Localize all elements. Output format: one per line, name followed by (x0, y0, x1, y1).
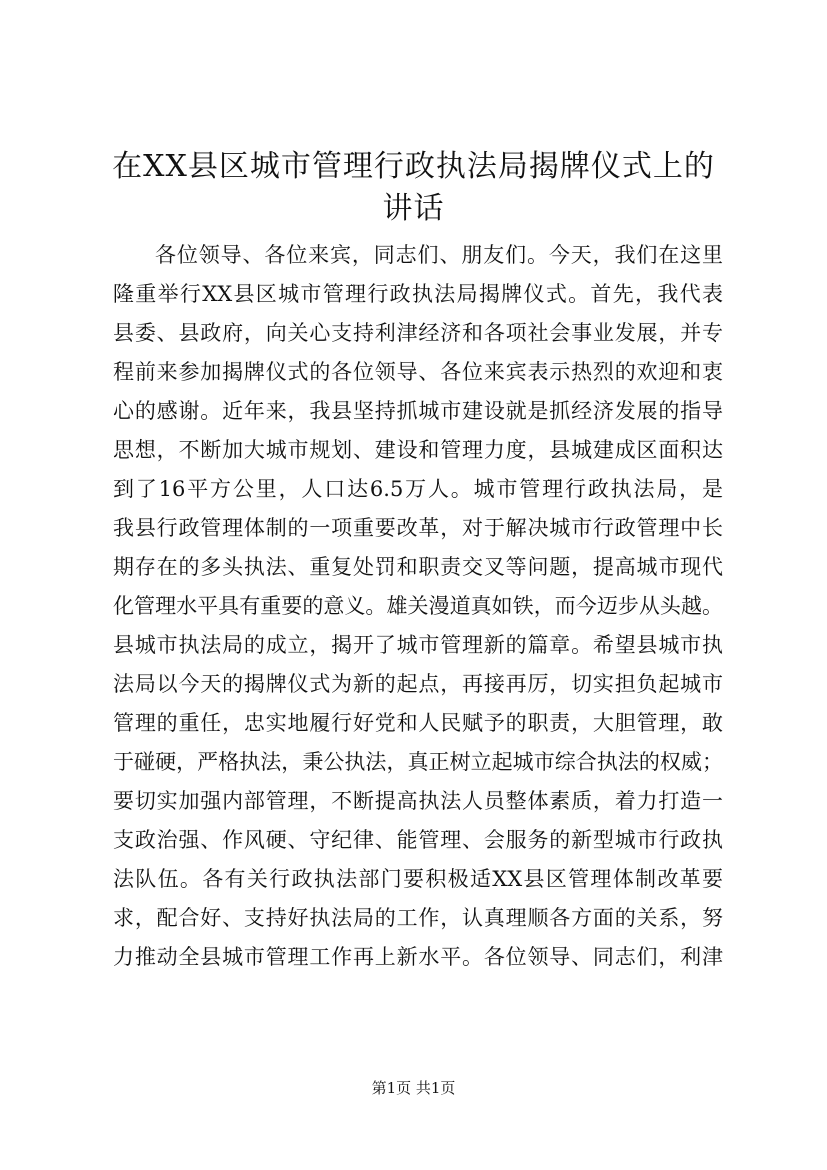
body-line: 县城市执法局的成立，揭开了城市管理新的篇章。希望县城市执 (113, 633, 723, 657)
body-line: 到了16平方公里，人口达6.5万人。城市管理行政执法局，是 (113, 477, 723, 501)
body-line: 思想，不断加大城市规划、建设和管理力度，县城建成区面积达 (113, 438, 723, 462)
body-line: 求，配合好、支持好执法局的工作，认真理顺各方面的关系，努 (113, 906, 723, 930)
body-line: 我县行政管理体制的一项重要改革，对于解决城市行政管理中长 (113, 516, 723, 540)
speech-body (113, 236, 723, 977)
page-footer (0, 1078, 827, 1098)
body-line: 县委、县政府，向关心支持利津经济和各项社会事业发展，并专 (113, 321, 723, 345)
title-line-1: 在XX县区城市管理行政执法局揭牌仪式上的 (112, 149, 715, 184)
body-line: 法队伍。各有关行政执法部门要积极适XX县区管理体制改革要 (113, 867, 723, 891)
body-line: 支政治强、作风硬、守纪律、能管理、会服务的新型城市行政执 (113, 828, 723, 852)
body-line: 各位领导、各位来宾，同志们、朋友们。今天，我们在这里 (155, 243, 723, 267)
body-line: 心的感谢。近年来，我县坚持抓城市建设就是抓经济发展的指导 (113, 399, 723, 423)
title-line-2: 讲话 (382, 191, 445, 226)
body-line: 期存在的多头执法、重复处罚和职责交叉等问题，提高城市现代 (113, 555, 723, 579)
body-line: 隆重举行XX县区城市管理行政执法局揭牌仪式。首先，我代表 (113, 282, 723, 306)
body-line: 要切实加强内部管理，不断提高执法人员整体素质，着力打造一 (113, 789, 723, 813)
body-line: 法局以今天的揭牌仪式为新的起点，再接再厉，切实担负起城市 (113, 672, 723, 696)
body-line: 管理的重任，忠实地履行好党和人民赋予的职责，大胆管理，敢 (113, 711, 723, 735)
body-line: 程前来参加揭牌仪式的各位领导、各位来宾表示热烈的欢迎和衷 (113, 360, 723, 384)
body-line: 于碰硬，严格执法，秉公执法，真正树立起城市综合执法的权威； (113, 750, 723, 774)
document-title (100, 146, 727, 230)
body-line: 化管理水平具有重要的意义。雄关漫道真如铁，而今迈步从头越。 (113, 594, 723, 618)
body-line: 力推动全县城市管理工作再上新水平。各位领导、同志们，利津 (113, 945, 723, 969)
page-number-label: 第1页 共1页 (371, 1079, 456, 1097)
